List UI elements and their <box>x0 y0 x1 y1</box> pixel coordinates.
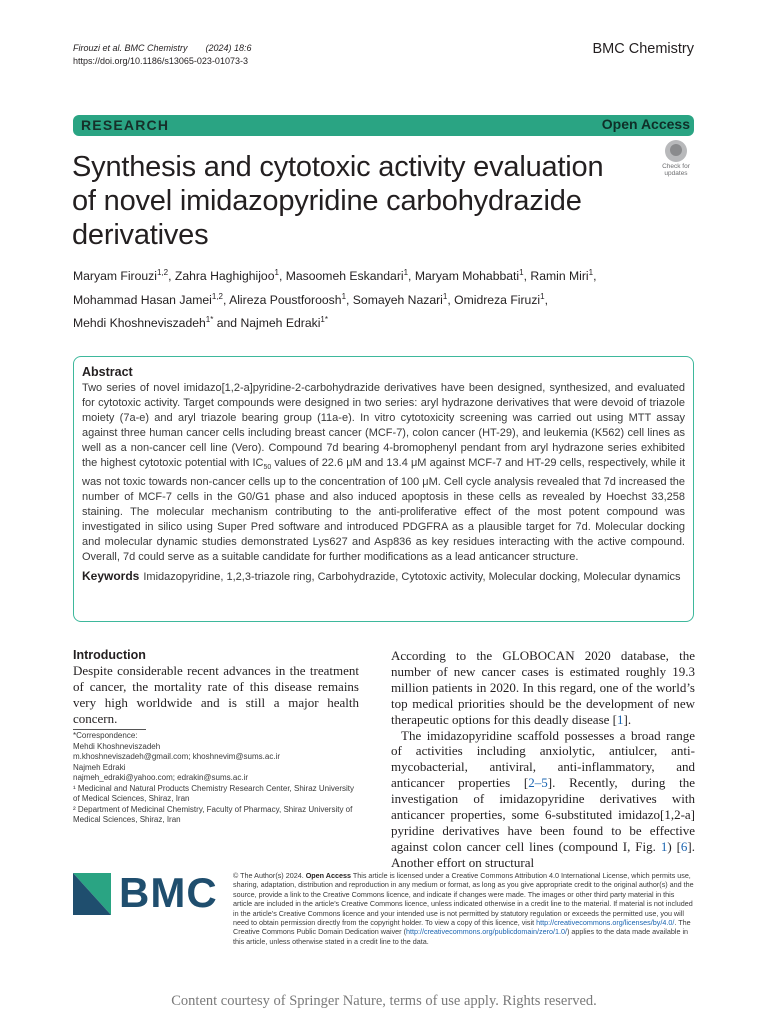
author[interactable]: Najmeh Edraki$^{1*}$ <box>240 315 328 331</box>
open-access-label: Open Access <box>601 116 690 132</box>
author[interactable]: Somayeh Nazari$^1$ <box>352 291 448 307</box>
journal-citation: Firouzi et al. BMC Chemistry <box>73 43 188 53</box>
abstract-box <box>73 356 694 622</box>
author[interactable]: Masoomeh Eskandari$^1$ <box>285 268 409 284</box>
author[interactable]: Zahra Haghighijoo$^1$ <box>174 268 279 284</box>
journal-brand: BMC Chemistry <box>592 41 694 57</box>
footnote-divider <box>73 729 146 730</box>
author[interactable]: Maryam Mohabbati$^1$ <box>414 268 524 284</box>
citation-link[interactable]: 2–5 <box>528 775 548 791</box>
article-type-label: RESEARCH <box>81 117 170 133</box>
check-for-updates-line2: updates <box>664 170 688 177</box>
correspondence-footnote: *Correspondence: Mehdi Khoshneviszadeh m.khoshneviszadeh@gmail.com; khoshnevim@sums.ac.ir Najmeh Edraki najmeh_edraki@yahoo.com; edrakin@sums.ac.ir ¹ Medicinal and Natural Products Chemistry Research Center, Shiraz University of Medical Sciences, Shiraz, Iran ² Department of Medicinal Chemistry, Faculty of Pharmacy, Shiraz University of Medical Sciences, Shiraz, Iran <box>73 731 359 826</box>
author[interactable]: Mehdi Khoshneviszadeh$^{1*}$ <box>73 315 214 331</box>
figure-link[interactable]: 1 <box>660 838 668 854</box>
running-header <box>73 42 252 68</box>
check-for-updates-button[interactable] <box>658 140 694 178</box>
springer-courtesy-notice: Content courtesy of Springer Nature, terms of use apply. Rights reserved. <box>171 993 597 1009</box>
doi-link[interactable]: https://doi.org/10.1186/s13065-023-01073-3 <box>73 56 248 66</box>
left-column <box>73 648 359 727</box>
author[interactable]: Alireza Poustforoosh$^1$ <box>229 291 347 307</box>
intro-paragraph: Despite considerable recent advances in the treatment of cancer, the mortality rate of this disease remains very high worldwide and is still a major health concern. <box>73 663 359 726</box>
license-link[interactable]: http://creativecommons.org/licenses/by/4.0/ <box>536 918 675 928</box>
right-column <box>391 648 695 871</box>
citation-year: (2024) 18:6 <box>205 43 252 53</box>
abstract-text: Two series of novel imidazo[1,2-a]pyridine-2-carbohydrazide derivatives have been designed, synthesized, and evaluated for cytotoxic activity. Target compounds were designed in two series: aryl hydrazone derivatives that were devoid of triazole moiety (7a-e) and aryl triazole bearing group (11a-e). In vitro cytotoxicity screening was carried out using MTT assay against three human cancer cells including breast cancer (MCF-7), colon cancer (HT-29), and leukemia (K562) cell lines as well as a non-cancer cell line (Vero). Compound 7d bearing 4-bromophenyl pendant from aryl hydrazone series exhibited the highest cytotoxic potential with $IC_{50}$ values of 22.6 μM and 13.4 μM against MCF-7 and HT-29 cells, respectively, while it was not toxic towards non-cancer cells up to the concentration of 100 μM. Cell cycle analysis revealed that 7d increased the number of MCF-7 cells in the G0/G1 phase and also induced apoptosis in these cells as revealed by Hoechst 33,258 staining. The molecular mechanism contributing to the anti-proliferative effect of the most potent compound was investigated in silico using Super Pred software and introduced PDGFRA as a plausible target for 7d. Molecular docking and molecular dynamic studies demonstrated Lys627 and Asp836 as key residues interacting with the active compound. Overall, 7d could serve as a suitable candidate for further modifications as a lead anticancer structure. <box>82 382 686 564</box>
body-paragraph: According to the GLOBOCAN 2020 database, the number of new cancer cases is estimated roughly 19.3 million patients in 2020. In this regard, one of the world’s top medical priorities should be the development of new therapeutic options for this deadly disease [1]. <box>391 648 695 727</box>
author[interactable]: Maryam Firouzi$^{1,2}$ <box>73 268 169 284</box>
keywords <box>82 569 685 585</box>
bmc-logo <box>73 869 218 916</box>
email-link[interactable]: najmeh_edraki@yahoo.com; edrakin@sums.ac.ir <box>73 773 248 782</box>
public-domain-link[interactable]: http://creativecommons.org/publicdomain/zero/1.0/ <box>405 927 567 937</box>
abstract-heading: Abstract <box>82 365 133 379</box>
license-notice: © The Author(s) 2024. Open Access This article is licensed under a Creative Commons Attribution 4.0 International License, which permits use, sharing, adaptation, distribution and reproduction in any medium or format, as long as you give appropriate credit to the original author(s) and the source, provide a link to the Creative Commons licence, and indicate if changes were made. The images or other third party material in this article are included in the article’s Creative Commons licence, unless indicated otherwise in a credit line to the material. If material is not included in the article’s Creative Commons licence and your intended use is not permitted by statutory regulation or exceeds the permitted use, you will need to obtain permission directly from the copyright holder. To view a copy of this licence, visit http://creativecommons.org/licenses/by/4.0/. The Creative Commons Public Domain Dedication waiver (http://creativecommons.org/publicdomain/zero/1.0/) applies to the data made available in this article, unless otherwise stated in a credit line to the data. <box>233 871 694 946</box>
citation-link[interactable]: 1 <box>617 711 624 727</box>
author[interactable]: Omidreza Firuzi$^1$ <box>454 291 545 307</box>
check-for-updates-line1: Check for <box>662 163 690 170</box>
introduction-heading: Introduction <box>73 648 146 662</box>
body-paragraph: The imidazopyridine scaffold possesses a broad range of activities including anxiolytic, antiulcer, anti-mycobacterial, antiviral, anti-inflammatory, and anticancer properties [2–5]. Recently, during the investigation of imidazopyridine derivatives with anticancer properties, some 6-substituted imidazo[1,2-a] pyridine derivatives have been found to be effective against colon cancer cell lines (compound I, Fig. 1) [6]. Another effort on structural <box>391 727 696 870</box>
bmc-logo-text: BMC <box>119 869 218 916</box>
citation-link[interactable]: 6 <box>680 838 688 854</box>
article-title: Synthesis and cytotoxic activity evaluation of novel imidazopyridine carbohydrazide derivatives <box>72 151 604 251</box>
bmc-logo-mark-icon <box>73 873 111 915</box>
keywords-text: Imidazopyridine, 1,2,3-triazole ring, Carbohydrazide, Cytotoxic activity, Molecular docking, Molecular dynamics <box>143 571 681 584</box>
check-for-updates-icon <box>665 140 687 162</box>
email-link[interactable]: m.khoshneviszadeh@gmail.com; khoshnevim@sums.ac.ir <box>73 752 280 761</box>
keywords-label: Keywords <box>82 569 140 584</box>
author[interactable]: Ramin Miri$^1$ <box>530 268 594 284</box>
article-type-banner <box>73 115 694 136</box>
author-list: Maryam Firouzi$^{1,2}$, Zahra Haghighijoo$^1$, Masoomeh Eskandari$^1$, Maryam Mohabbati$^1$, Ramin Miri$^1$, Mohammad Hasan Jamei$^{1,2}$, Alireza Poustforoosh$^1$, Somayeh Nazari$^1$, Omidreza Firuzi$^1$, Mehdi Khoshneviszadeh$^{1*}$ and Najmeh Edraki$^{1*}$ <box>73 268 597 331</box>
author[interactable]: Mohammad Hasan Jamei$^{1,2}$ <box>73 291 223 307</box>
